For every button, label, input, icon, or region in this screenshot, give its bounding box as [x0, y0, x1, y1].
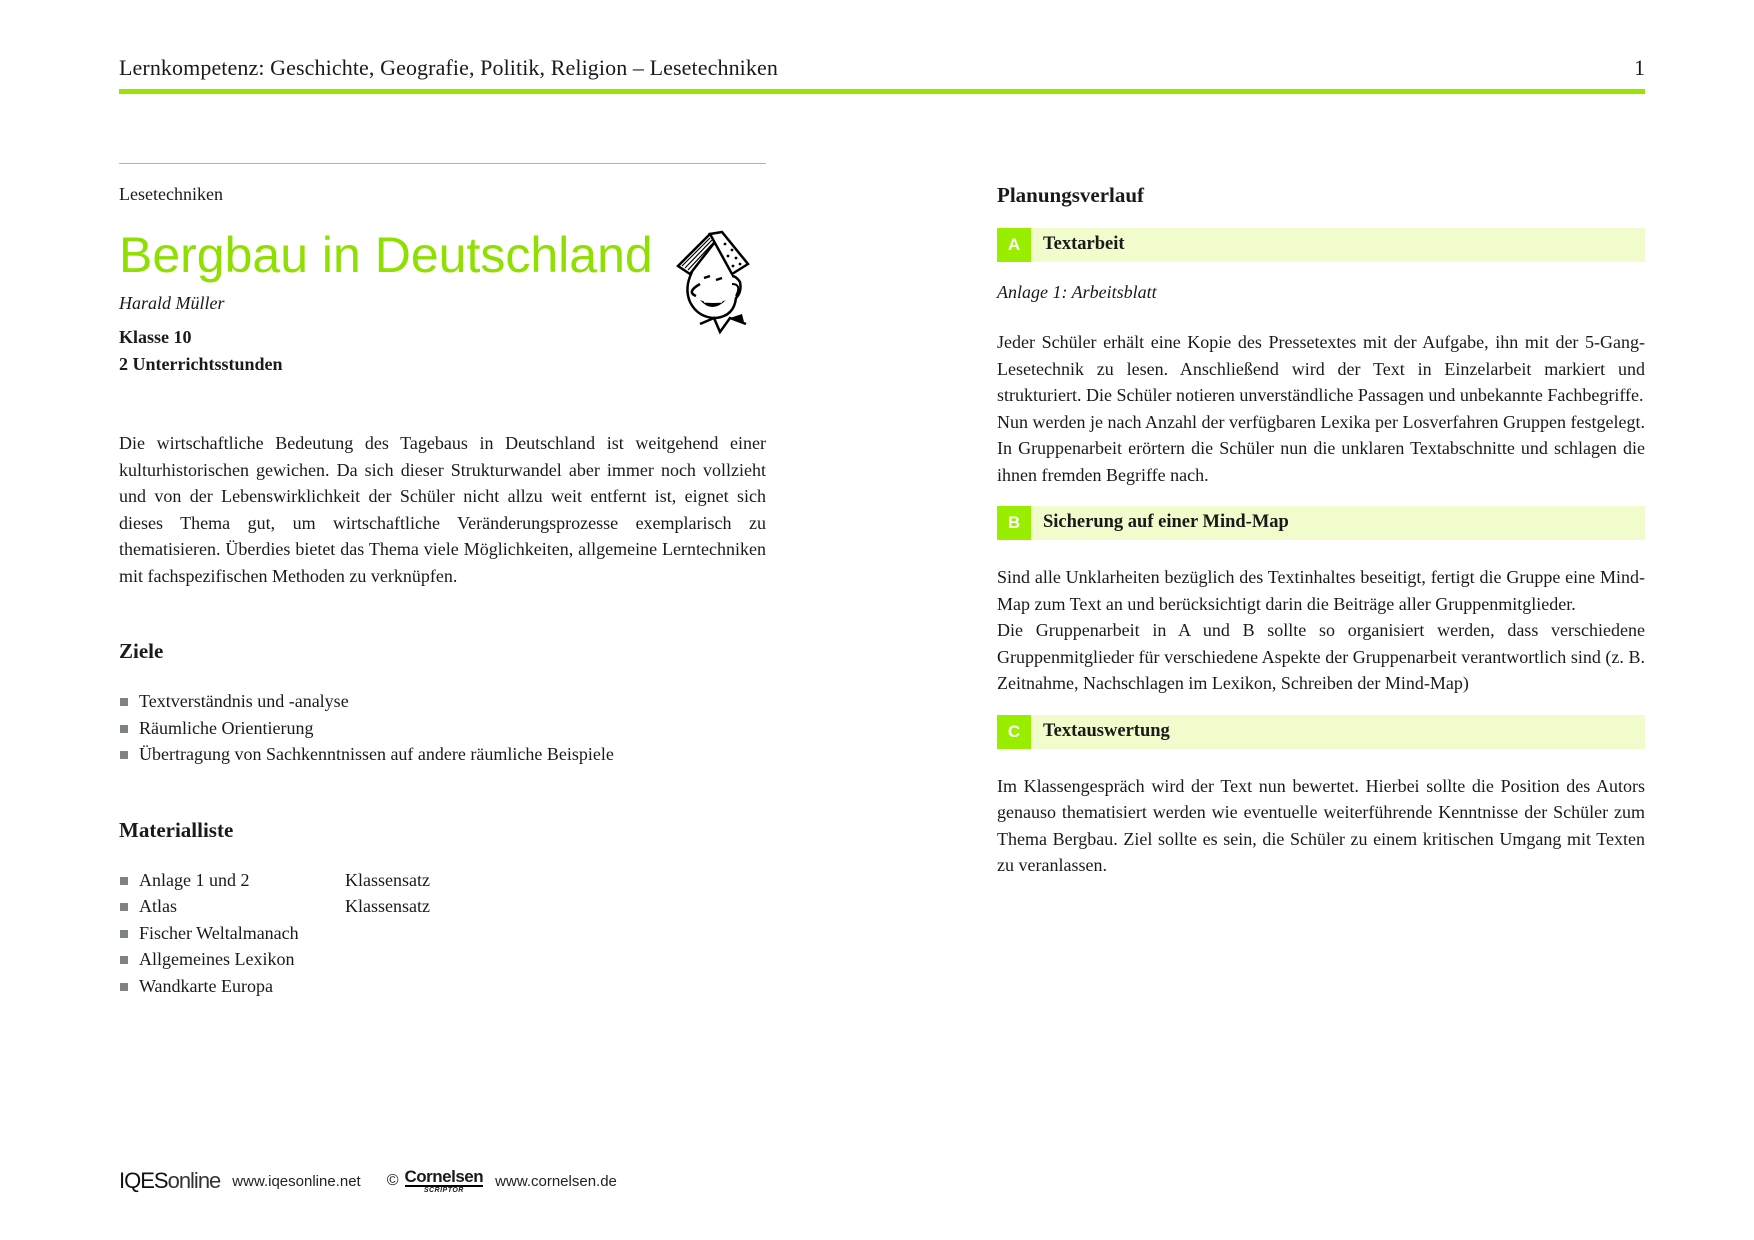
step-a-badge: A — [997, 228, 1031, 262]
bullet-square-icon — [120, 725, 128, 733]
material-item: Atlas Klassensatz — [119, 893, 766, 920]
bullet-square-icon — [120, 751, 128, 759]
material-item: Fischer Weltalmanach — [119, 920, 766, 947]
step-b-paragraph: Sind alle Unklarheiten bezüglich des Textinhaltes beseitigt, fertigt die Gruppe eine Mind-Map zum Text an und berücksichtigt darin die Beiträge aller Gruppenmitglieder. — [997, 567, 1645, 614]
bullet-square-icon — [120, 930, 128, 938]
step-a-paragraph: Nun werden je nach Anzahl der verfügbaren Lexika per Losverfahren Gruppen festgelegt. In Gruppenarbeit erörtern die Schüler nun die unklaren Textabschnitte und schlagen die ihnen fremden Begriffe nach. — [997, 411, 1645, 485]
step-b-bar — [997, 506, 1645, 540]
lesson-meta — [119, 324, 766, 378]
bullet-square-icon — [120, 956, 128, 964]
goal-item: Räumliche Orientierung — [119, 715, 766, 742]
step-c-label: Textauswertung — [1043, 720, 1170, 741]
step-b-label: Sicherung auf einer Mind-Map — [1043, 512, 1289, 532]
goal-item: Übertragung von Sachkenntnissen auf andere räumliche Beispiele — [119, 741, 766, 768]
cornelsen-url-link[interactable]: www.cornelsen.de — [495, 1172, 617, 1190]
page-number: 1 — [1634, 55, 1645, 80]
step-a-subtitle: Anlage 1: Arbeitsblatt — [997, 282, 1157, 302]
step-a-label: Textarbeit — [1043, 234, 1125, 254]
materials-heading: Materialliste — [119, 817, 234, 842]
duration: 2 Unterrichtsstunden — [119, 354, 283, 374]
goals-heading: Ziele — [119, 639, 164, 663]
bullet-square-icon — [120, 698, 128, 706]
bullet-square-icon — [120, 903, 128, 911]
header-rule — [119, 89, 1645, 94]
cornelsen-logo: Cornelsen SCRIPTOR — [404, 1167, 484, 1194]
iqes-logo: IQESonline — [119, 1168, 221, 1193]
left-column-rule — [119, 163, 766, 164]
bullet-square-icon — [120, 877, 128, 885]
step-c-paragraph: Im Klassengespräch wird der Text nun bewertet. Hierbei sollte die Position des Autors genauso thematisiert werden wie eventuelle weiterführende Kenntnisse der Schüler zum Thema Bergbau. Ziel sollte es sein, die Schüler zu einem kritischen Umgang mit Texten zu veranlassen. — [997, 775, 1645, 875]
material-item: Allgemeines Lexikon — [119, 946, 766, 973]
left-column — [119, 163, 766, 999]
planning-heading: Planungsverlauf — [997, 183, 1145, 207]
right-column — [997, 183, 1645, 879]
step-a-bar — [997, 228, 1645, 262]
step-c-bar — [997, 715, 1645, 749]
kicker: Lesetechniken — [119, 184, 223, 204]
step-c-badge: C — [997, 715, 1031, 749]
intro-paragraph: Die wirtschaftliche Bedeutung des Tagebaus in Deutschland ist weitgehend einer kulturhistorischen gewichen. Da sich dieser Strukturwandel aber immer noch vollzieht und von der Lebenswirklichkeit der Schüler nicht allzu weit entfernt ist, eignet sich dieses Thema gut, um wirtschaftliche Veränderungsprozesse exemplarisch zu thematisieren. Überdies bietet das Thema viele Möglichkeiten, allgemeine Lerntechniken mit fachspezifischen Methoden zu verknüpfen. — [119, 433, 766, 586]
footer — [119, 1166, 617, 1196]
material-item: Wandkarte Europa — [119, 973, 766, 1000]
author: Harald Müller — [119, 293, 225, 313]
copyright-icon: © — [386, 1172, 399, 1189]
reading-boy-with-book-on-head-icon — [670, 226, 770, 336]
goals-list — [119, 688, 766, 768]
running-title: Lernkompetenz: Geschichte, Geografie, Politik, Religion – Lesetechniken — [119, 55, 778, 80]
materials-list — [119, 867, 766, 1000]
material-item: Anlage 1 und 2 Klassensatz — [119, 867, 766, 894]
step-b-paragraph: Die Gruppenarbeit in A und B sollte so organisiert werden, dass verschiedene Gruppenmitglieder für verschiedene Aspekte der Gruppenarbeit verantwortlich sind (z. B. Zeitnahme, Nachschlagen im Lexikon, Schreiben der Mind-Map) — [997, 620, 1645, 693]
goal-item: Textverständnis und -analyse — [119, 688, 766, 715]
step-a-paragraph: Jeder Schüler erhält eine Kopie des Pressetextes mit der Aufgabe, ihn mit der 5-Gang-Lesetechnik zu lesen. Anschließend wird der Text in Einzelarbeit markiert und strukturiert. Die Schüler notieren unverständliche Passagen und unbekannte Fachbegriffe. — [997, 332, 1645, 405]
step-b-badge: B — [997, 506, 1031, 540]
document-title: Bergbau in Deutschland — [119, 227, 653, 283]
grade: Klasse 10 — [119, 327, 192, 347]
bullet-square-icon — [120, 983, 128, 991]
iqes-url-link[interactable]: www.iqesonline.net — [232, 1172, 361, 1190]
